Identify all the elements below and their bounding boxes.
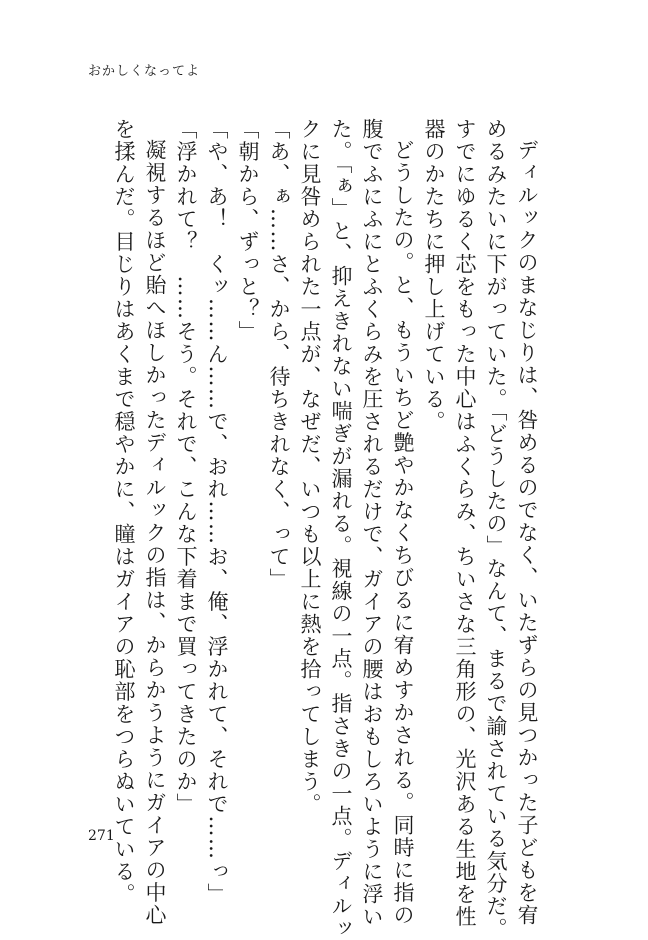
page-number: 271 <box>88 828 115 844</box>
text-line: 腹でふにふにとふくらみを圧されるだけで、ガイアの腰はおもしろいように浮い <box>360 118 384 928</box>
text-line: めるみたいに下がっていた。「どうしたの」なんて、まるで諭されている気分だ。 <box>484 118 508 940</box>
text-line: 「朝から、ずっと？」 <box>236 118 260 343</box>
text-line: た。「ぁ」と、抑えきれない喘ぎが漏れる。視線の一点。指さきの一点。ディルッ <box>329 118 353 940</box>
text-line: どうしたの。と、もういちど艶やかなくちびるに宥めすかされる。同時に指の <box>391 139 415 927</box>
text-line: 凝視するほど貽へほしかったディルックの指は、からかうようにガイアの中心 <box>143 139 167 927</box>
text-line: を揉んだ。目じりはあくまで穏やかに、瞳はガイアの恥部をつらぬいている。 <box>112 118 136 906</box>
running-head: おかしくなってよ <box>88 64 201 79</box>
text-line: ディルックのまなじりは、咎めるのでなく、いたずらの見つかった子どもを宥 <box>515 139 539 927</box>
text-line: クに見咎められた一点が、なぜだ、いつも以上に熱を拾ってしまう。 <box>298 118 322 816</box>
text-line: すでにゆるく芯をもった中心はふくらみ、ちいさな三角形の、光沢ある生地を性 <box>453 118 477 928</box>
body-text <box>112 118 542 940</box>
text-line: 「あ、ぁ……さ、から、待ちきれなく、って」 <box>267 118 291 591</box>
text-line: 「浮かれて？ ……そう。それで、こんな下着まで買ってきたのか」 <box>174 118 198 816</box>
text-line: 「や、あ！ くッ……ん……で、おれ……お、俺、浮かれて、それで……っ」 <box>205 118 229 906</box>
text-line: 器のかたちに押し上げている。 <box>422 118 446 433</box>
